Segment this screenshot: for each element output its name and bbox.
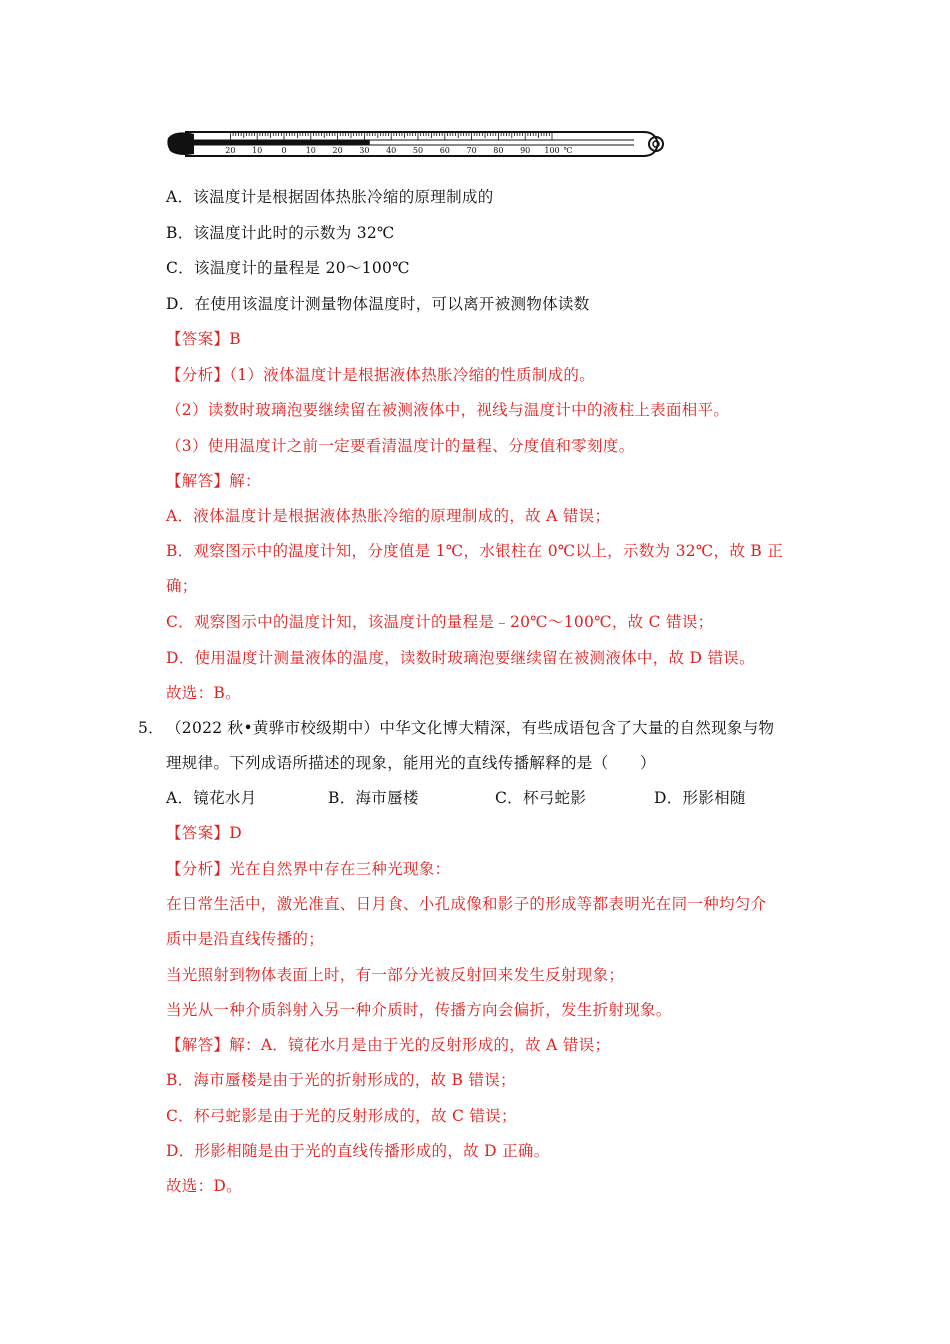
q5-option-a: A．镜花水月 bbox=[166, 789, 257, 807]
scale-label: 20 bbox=[225, 146, 236, 155]
scale-label: 10 bbox=[252, 146, 263, 155]
solution-tag: 【解答】 bbox=[166, 472, 230, 490]
q5-number: 5． bbox=[138, 719, 164, 737]
scale-label: ℃ bbox=[563, 146, 573, 155]
q4-solution-line-b-cont: 确； bbox=[166, 577, 198, 595]
q5-option-c: C．杯弓蛇影 bbox=[495, 789, 587, 807]
scale-label: 90 bbox=[520, 146, 531, 155]
scale-label: 10 bbox=[305, 146, 316, 155]
analysis-tag: 【分析】 bbox=[166, 860, 230, 878]
q5-option-d: D．形影相随 bbox=[654, 789, 746, 807]
solution-line-a: A．镜花水月是由于光的反射形成的，故 A 错误； bbox=[260, 1036, 611, 1054]
thermometer-bulb bbox=[167, 132, 194, 155]
answer-value: B bbox=[229, 330, 241, 348]
q5-conclusion: 故选：D。 bbox=[166, 1177, 242, 1195]
scale-label: 40 bbox=[386, 146, 397, 155]
q4-option-d: D．在使用该温度计测量物体温度时，可以离开被测物体读数 bbox=[166, 295, 590, 313]
q5-solution bbox=[166, 1034, 610, 1056]
q4-solution-line-c: C．观察图示中的温度计知，该温度计的量程是﹣20℃～100℃，故 C 错误； bbox=[166, 613, 714, 631]
q4-solution bbox=[166, 470, 261, 492]
q4-solution-line-d: D．使用温度计测量液体的温度，读数时玻璃泡要继续留在被测液体中，故 D 错误。 bbox=[166, 649, 755, 667]
answer-tag: 【答案】 bbox=[166, 824, 230, 842]
q5-analysis-line-2: 在日常生活中，激光准直、日月食、小孔成像和影子的形成等都表明光在同一种均匀介 bbox=[166, 895, 767, 913]
q5-solution-line-c: C．杯弓蛇影是由于光的反射形成的，故 C 错误； bbox=[166, 1107, 517, 1125]
scale-label: 30 bbox=[359, 146, 370, 155]
q4-option-a: A．该温度计是根据固体热胀冷缩的原理制成的 bbox=[166, 188, 494, 206]
q5-stem-line-1: （2022 秋•黄骅市校级期中）中华文化博大精深，有些成语包含了大量的自然现象与物 bbox=[166, 719, 775, 737]
scale-label: 0 bbox=[281, 146, 287, 155]
q4-answer bbox=[166, 328, 241, 350]
solution-prefix: 解： bbox=[229, 472, 261, 490]
q4-analysis bbox=[166, 364, 595, 386]
scale-label: 70 bbox=[466, 146, 477, 155]
scale-label: 50 bbox=[412, 146, 424, 155]
q5-analysis-line-5: 当光从一种介质斜射入另一种介质时，传播方向会偏折，发生折射现象。 bbox=[166, 1001, 672, 1019]
q5-options bbox=[166, 787, 746, 809]
q4-solution-line-a: A．液体温度计是根据液体热胀冷缩的原理制成的，故 A 错误； bbox=[166, 507, 611, 525]
scale-label: 60 bbox=[439, 146, 450, 155]
analysis-line: 光在自然界中存在三种光现象： bbox=[229, 860, 451, 878]
q5-stem-line-2: 理规律。下列成语所描述的现象，能用光的直线传播解释的是（ ） bbox=[166, 754, 656, 772]
solution-tag: 【解答】 bbox=[166, 1036, 230, 1054]
q5-answer bbox=[166, 822, 242, 844]
analysis-line: （1）液体温度计是根据液体热胀冷缩的性质制成的。 bbox=[229, 366, 596, 384]
solution-prefix: 解： bbox=[229, 1036, 261, 1054]
q5-analysis-line-4: 当光照射到物体表面上时，有一部分光被反射回来发生反射现象； bbox=[166, 966, 625, 984]
analysis-tag: 【分析】 bbox=[166, 366, 230, 384]
q4-conclusion: 故选：B。 bbox=[166, 684, 241, 702]
q4-analysis-line-2: （2）读数时玻璃泡要继续留在被测液体中，视线与温度计中的液柱上表面相平。 bbox=[166, 401, 730, 419]
thermometer-figure bbox=[164, 124, 670, 164]
scale-label: 80 bbox=[493, 146, 504, 155]
q5-analysis-line-3: 质中是沿直线传播的； bbox=[166, 930, 325, 948]
q4-option-b: B．该温度计此时的示数为 32℃ bbox=[166, 224, 395, 242]
mercury-column bbox=[194, 140, 370, 145]
q5-solution-line-b: B．海市蜃楼是由于光的折射形成的，故 B 错误； bbox=[166, 1071, 516, 1089]
scale-ticks bbox=[230, 132, 552, 140]
answer-value: D bbox=[229, 824, 242, 842]
q4-option-c: C．该温度计的量程是 20～100℃ bbox=[166, 259, 410, 277]
q4-solution-line-b: B．观察图示中的温度计知，分度值是 1℃，水银柱在 0℃以上，示数为 32℃，故 B 正 bbox=[166, 542, 784, 560]
scale-label: 100 bbox=[544, 146, 560, 155]
answer-tag: 【答案】 bbox=[166, 330, 230, 348]
q5-option-b: B．海市蜃楼 bbox=[328, 789, 419, 807]
scale-label: 20 bbox=[332, 146, 343, 155]
q5-solution-line-d: D．形影相随是由于光的直线传播形成的，故 D 正确。 bbox=[166, 1142, 550, 1160]
q5-analysis bbox=[166, 858, 450, 880]
q4-analysis-line-3: （3）使用温度计之前一定要看清温度计的量程、分度值和零刻度。 bbox=[166, 437, 635, 455]
scale-labels bbox=[225, 146, 572, 155]
